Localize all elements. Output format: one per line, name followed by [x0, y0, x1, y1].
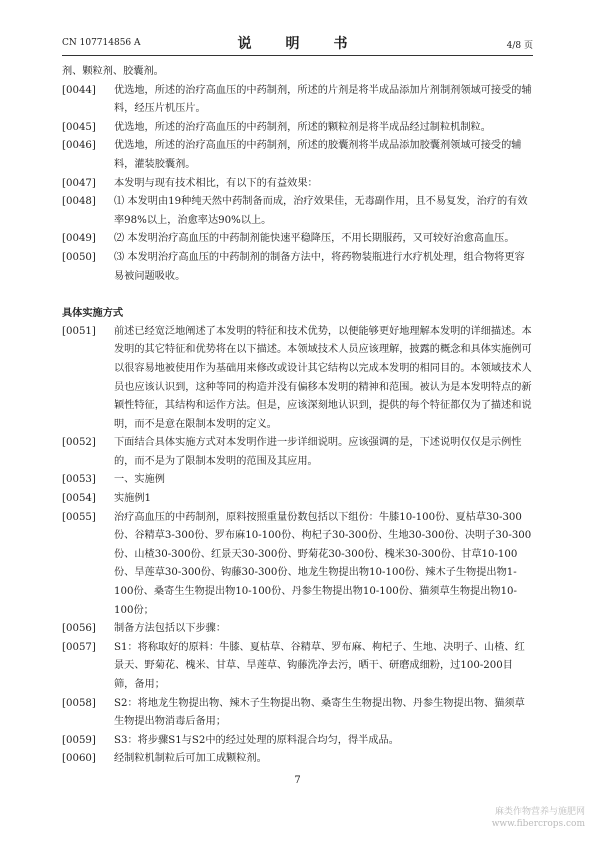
paragraph: [62, 323, 533, 435]
paragraph-number: [0045]: [62, 121, 96, 133]
paragraph-text: S1：将称取好的原料：牛膝、夏枯草、谷精草、罗布麻、枸杞子、生地、决明子、山楂、红景天、野菊花、槐米、甘草、旱莲草、钩藤洗净去污，晒干、研磨成细粉，过100-200目筛，备用；: [114, 641, 525, 690]
paragraph: [62, 509, 533, 621]
paragraph-text: 前述已经宽泛地阐述了本发明的特征和技术优势，以便能够更好地理解本发明的详细描述。本发明的其它特征和优势将在以下描述。本领域技术人员应该理解，披露的概念和具体实施例可以很容易地被使用作为基础用来修改或设计其它结构以完成本发明的相同目的。本领域技术人员也应该认识到，这种等同的构造并没有偏移本发明的精神和范围。被认为是本发明特点的新颖性特征，其结构和运作方法。但是，应该深刻地认识到，提供的每个特征都仅为了描述和说明，而不是意在限制本发明的定义。: [114, 325, 532, 430]
paragraph-text: 优选地，所述的治疗高血压的中药制剂，所述的胶囊剂将半成品添加胶囊剂领域可接受的辅料，灌装胶囊剂。: [114, 140, 522, 170]
paragraph: [62, 119, 533, 138]
watermark: [492, 806, 585, 830]
paragraph: [62, 695, 533, 732]
paragraph-text: S3：将步骤S1与S2中的经过处理的原料混合均匀，得半成品。: [114, 734, 399, 746]
paragraph-number: [0055]: [62, 511, 96, 523]
header-rule: [62, 55, 533, 56]
document-body: [62, 63, 533, 769]
paragraph-text: 本发明与现有技术相比，有以下的有益效果：: [114, 177, 318, 189]
paragraph-number: [0060]: [62, 753, 96, 765]
paragraph: [62, 639, 533, 695]
paragraph-number: [0051]: [62, 325, 96, 337]
paragraph: [62, 193, 533, 230]
paragraph: [62, 434, 533, 471]
lead-text: 剂、颗粒剂、胶囊剂。: [62, 66, 164, 77]
paragraph-number: [0048]: [62, 196, 96, 208]
paragraph-text: ⑵ 本发明治疗高血压的中药制剂能快速平稳降压，不用长期服药，又可较好治愈高血压。: [114, 233, 515, 245]
paragraph: [62, 137, 533, 174]
watermark-line: 麻类作物营养与施肥网: [494, 807, 585, 817]
paragraph-number: [0058]: [62, 697, 96, 709]
patent-number: CN 107714856 A: [62, 38, 141, 48]
paragraph-text: 一、实施例: [114, 474, 165, 486]
paragraph: [62, 82, 533, 119]
paragraph-text: 制备方法包括以下步骤：: [114, 623, 227, 635]
paragraph-number: [0044]: [62, 84, 96, 96]
page-index: 4/8 页: [506, 41, 533, 51]
paragraph-number: [0059]: [62, 734, 96, 746]
paragraph: [62, 732, 533, 751]
paragraph: [62, 620, 533, 639]
paragraph-number: [0046]: [62, 140, 96, 152]
paragraph: [62, 750, 533, 769]
paragraph-text: ⑶ 本发明治疗高血压的中药制剂的制备方法中，将药物装瓶进行水疗机处理，组合物将更容易被问题吸收。: [114, 251, 525, 282]
paragraph: [62, 471, 533, 490]
paragraph-text: ⑴ 本发明由19种纯天然中药制备而成，治疗效果佳，无毒副作用，且不易复发，治疗的有效率98%以上，治愈率达90%以上。: [114, 196, 528, 226]
paragraph: [62, 490, 533, 509]
paragraph-number: [0057]: [62, 641, 96, 653]
page-header: [62, 33, 533, 53]
paragraph-text: 经制粒机制粒后可加工成颗粒剂。: [114, 753, 267, 765]
paragraph-text: 下面结合具体实施方式对本发明作进一步详细说明。应该强调的是，下述说明仅仅是示例性的，而不是为了限制本发明的范围及其应用。: [114, 437, 522, 467]
paragraph-text: 优选地，所述的治疗高血压的中药制剂，所述的颗粒剂是将半成品经过制粒机制粒。: [114, 121, 491, 133]
watermark-line: www.fibercrops.com: [491, 819, 585, 829]
paragraph-text: 实施例1: [114, 493, 152, 505]
page-number: 7: [294, 775, 301, 786]
paragraph-number: [0049]: [62, 233, 96, 245]
paragraph-number: [0052]: [62, 437, 96, 449]
paragraph-number: [0053]: [62, 474, 96, 486]
paragraph-text: 治疗高血压的中药制剂，原料按照重量份数包括以下组份：牛膝10-100份、夏枯草30-300份、谷精草3-300份、罗布麻10-100份、枸杞子30-300份、生地30-300份、决明子30-300份、山楂30-300份、红景天30-300份、野菊花30-300份、槐米30-300份、甘草10-100份、旱莲草30-300份、钩藤30-300份、地龙生物提出物10-100份、辣木子生物提出物1-100份、桑寄生生物提出物10-100份、丹参生物提出物10-100份、猫须草生物提出物10-100份；: [114, 511, 532, 616]
paragraph-number: [0050]: [62, 251, 96, 263]
paragraph-text: 优选地，所述的治疗高血压的中药制剂，所述的片剂是将半成品添加片剂制剂领域可接受的辅料，经压片机压片。: [114, 84, 532, 115]
paragraph-number: [0056]: [62, 623, 96, 635]
paragraph-text: S2：将地龙生物提出物、辣木子生物提出物、桑寄生生物提出物、丹参生物提出物、猫须草生物提出物消毒后备用；: [114, 697, 525, 728]
paragraph: [62, 249, 533, 286]
section-heading: 具体实施方式: [62, 307, 124, 320]
paragraph-number: [0054]: [62, 493, 96, 505]
paragraph: [62, 230, 533, 249]
paragraph: [62, 175, 533, 194]
paragraph-number: [0047]: [62, 177, 96, 189]
document-title: 说 明 书: [237, 36, 358, 52]
